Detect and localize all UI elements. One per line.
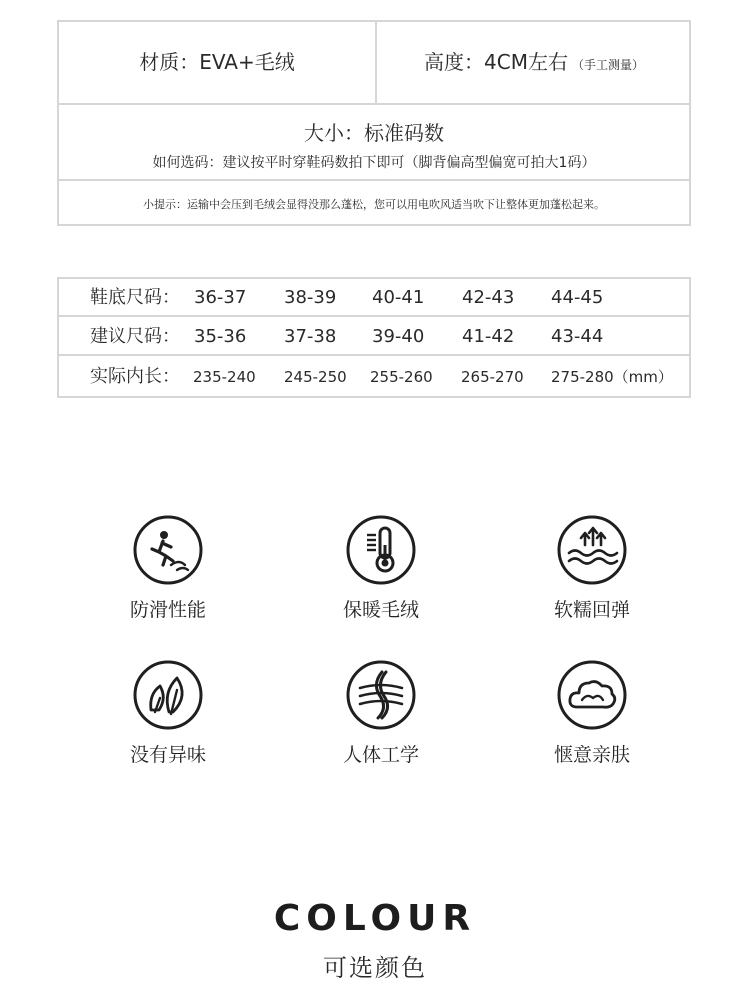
height-note: （手工测量）	[571, 58, 644, 72]
ergonomic-icon	[346, 660, 416, 730]
row-label: 建议尺码：	[90, 326, 180, 347]
table-cell: 41-42	[462, 326, 515, 347]
feature-warm-plush	[311, 515, 451, 622]
feature-soft-rebound	[522, 515, 662, 622]
size-title: 大小：标准码数	[304, 121, 444, 145]
table-cell: 42-43	[462, 287, 515, 308]
table-cell: 36-37	[194, 287, 247, 308]
info-row-material-height	[59, 22, 689, 105]
row-label: 鞋底尺码：	[90, 287, 180, 308]
size-tip: 如何选码：建议按平时穿鞋码数拍下即可（脚背偏高型偏宽可拍大1码）	[152, 155, 596, 171]
table-cell: 265-270	[461, 368, 524, 386]
feature-no-odor	[98, 660, 238, 767]
feature-label: 软糯回弹	[553, 599, 630, 621]
table-cell: 39-40	[372, 326, 425, 347]
table-cell: 44-45	[551, 287, 604, 308]
leaf-icon	[133, 660, 203, 730]
colour-subtitle: 可选颜色	[323, 954, 427, 982]
info-row-hint	[59, 181, 689, 226]
feature-anti-slip	[98, 515, 238, 622]
height-cell	[377, 22, 691, 103]
material-text: 材质：EVA+毛绒	[139, 50, 295, 74]
info-row-size	[59, 105, 689, 181]
feature-skin-friendly	[522, 660, 662, 767]
feature-label: 保暖毛绒	[342, 599, 419, 621]
feature-label: 没有异味	[129, 744, 206, 766]
table-cell: 43-44	[551, 326, 604, 347]
feature-ergonomic	[311, 660, 451, 767]
product-info-box	[57, 20, 691, 226]
table-row	[59, 318, 689, 356]
shipping-hint: 小提示：运输中会压到毛绒会显得没那么蓬松，您可以用电吹风适当吹下让整体更加蓬松起来。	[143, 198, 605, 211]
row-label: 实际内长：	[90, 366, 180, 387]
height-text: 高度：4CM左右	[424, 50, 568, 74]
table-row	[59, 358, 689, 396]
table-cell: 40-41	[372, 287, 425, 308]
table-cell: 275-280（mm）	[551, 368, 673, 386]
table-cell: 35-36	[194, 326, 247, 347]
soft-rebound-icon	[557, 515, 627, 585]
table-cell: 37-38	[284, 326, 337, 347]
table-cell: 38-39	[284, 287, 337, 308]
size-table	[57, 277, 691, 398]
anti-slip-icon	[133, 515, 203, 585]
thermometer-icon	[346, 515, 416, 585]
table-cell: 255-260	[370, 368, 433, 386]
table-cell: 235-240	[193, 368, 256, 386]
feature-label: 防滑性能	[129, 599, 206, 621]
colour-title: COLOUR	[273, 898, 477, 939]
table-cell: 245-250	[284, 368, 347, 386]
feature-label: 惬意亲肤	[553, 744, 630, 766]
table-row	[59, 279, 689, 317]
feature-label: 人体工学	[342, 744, 419, 766]
cloud-icon	[557, 660, 627, 730]
